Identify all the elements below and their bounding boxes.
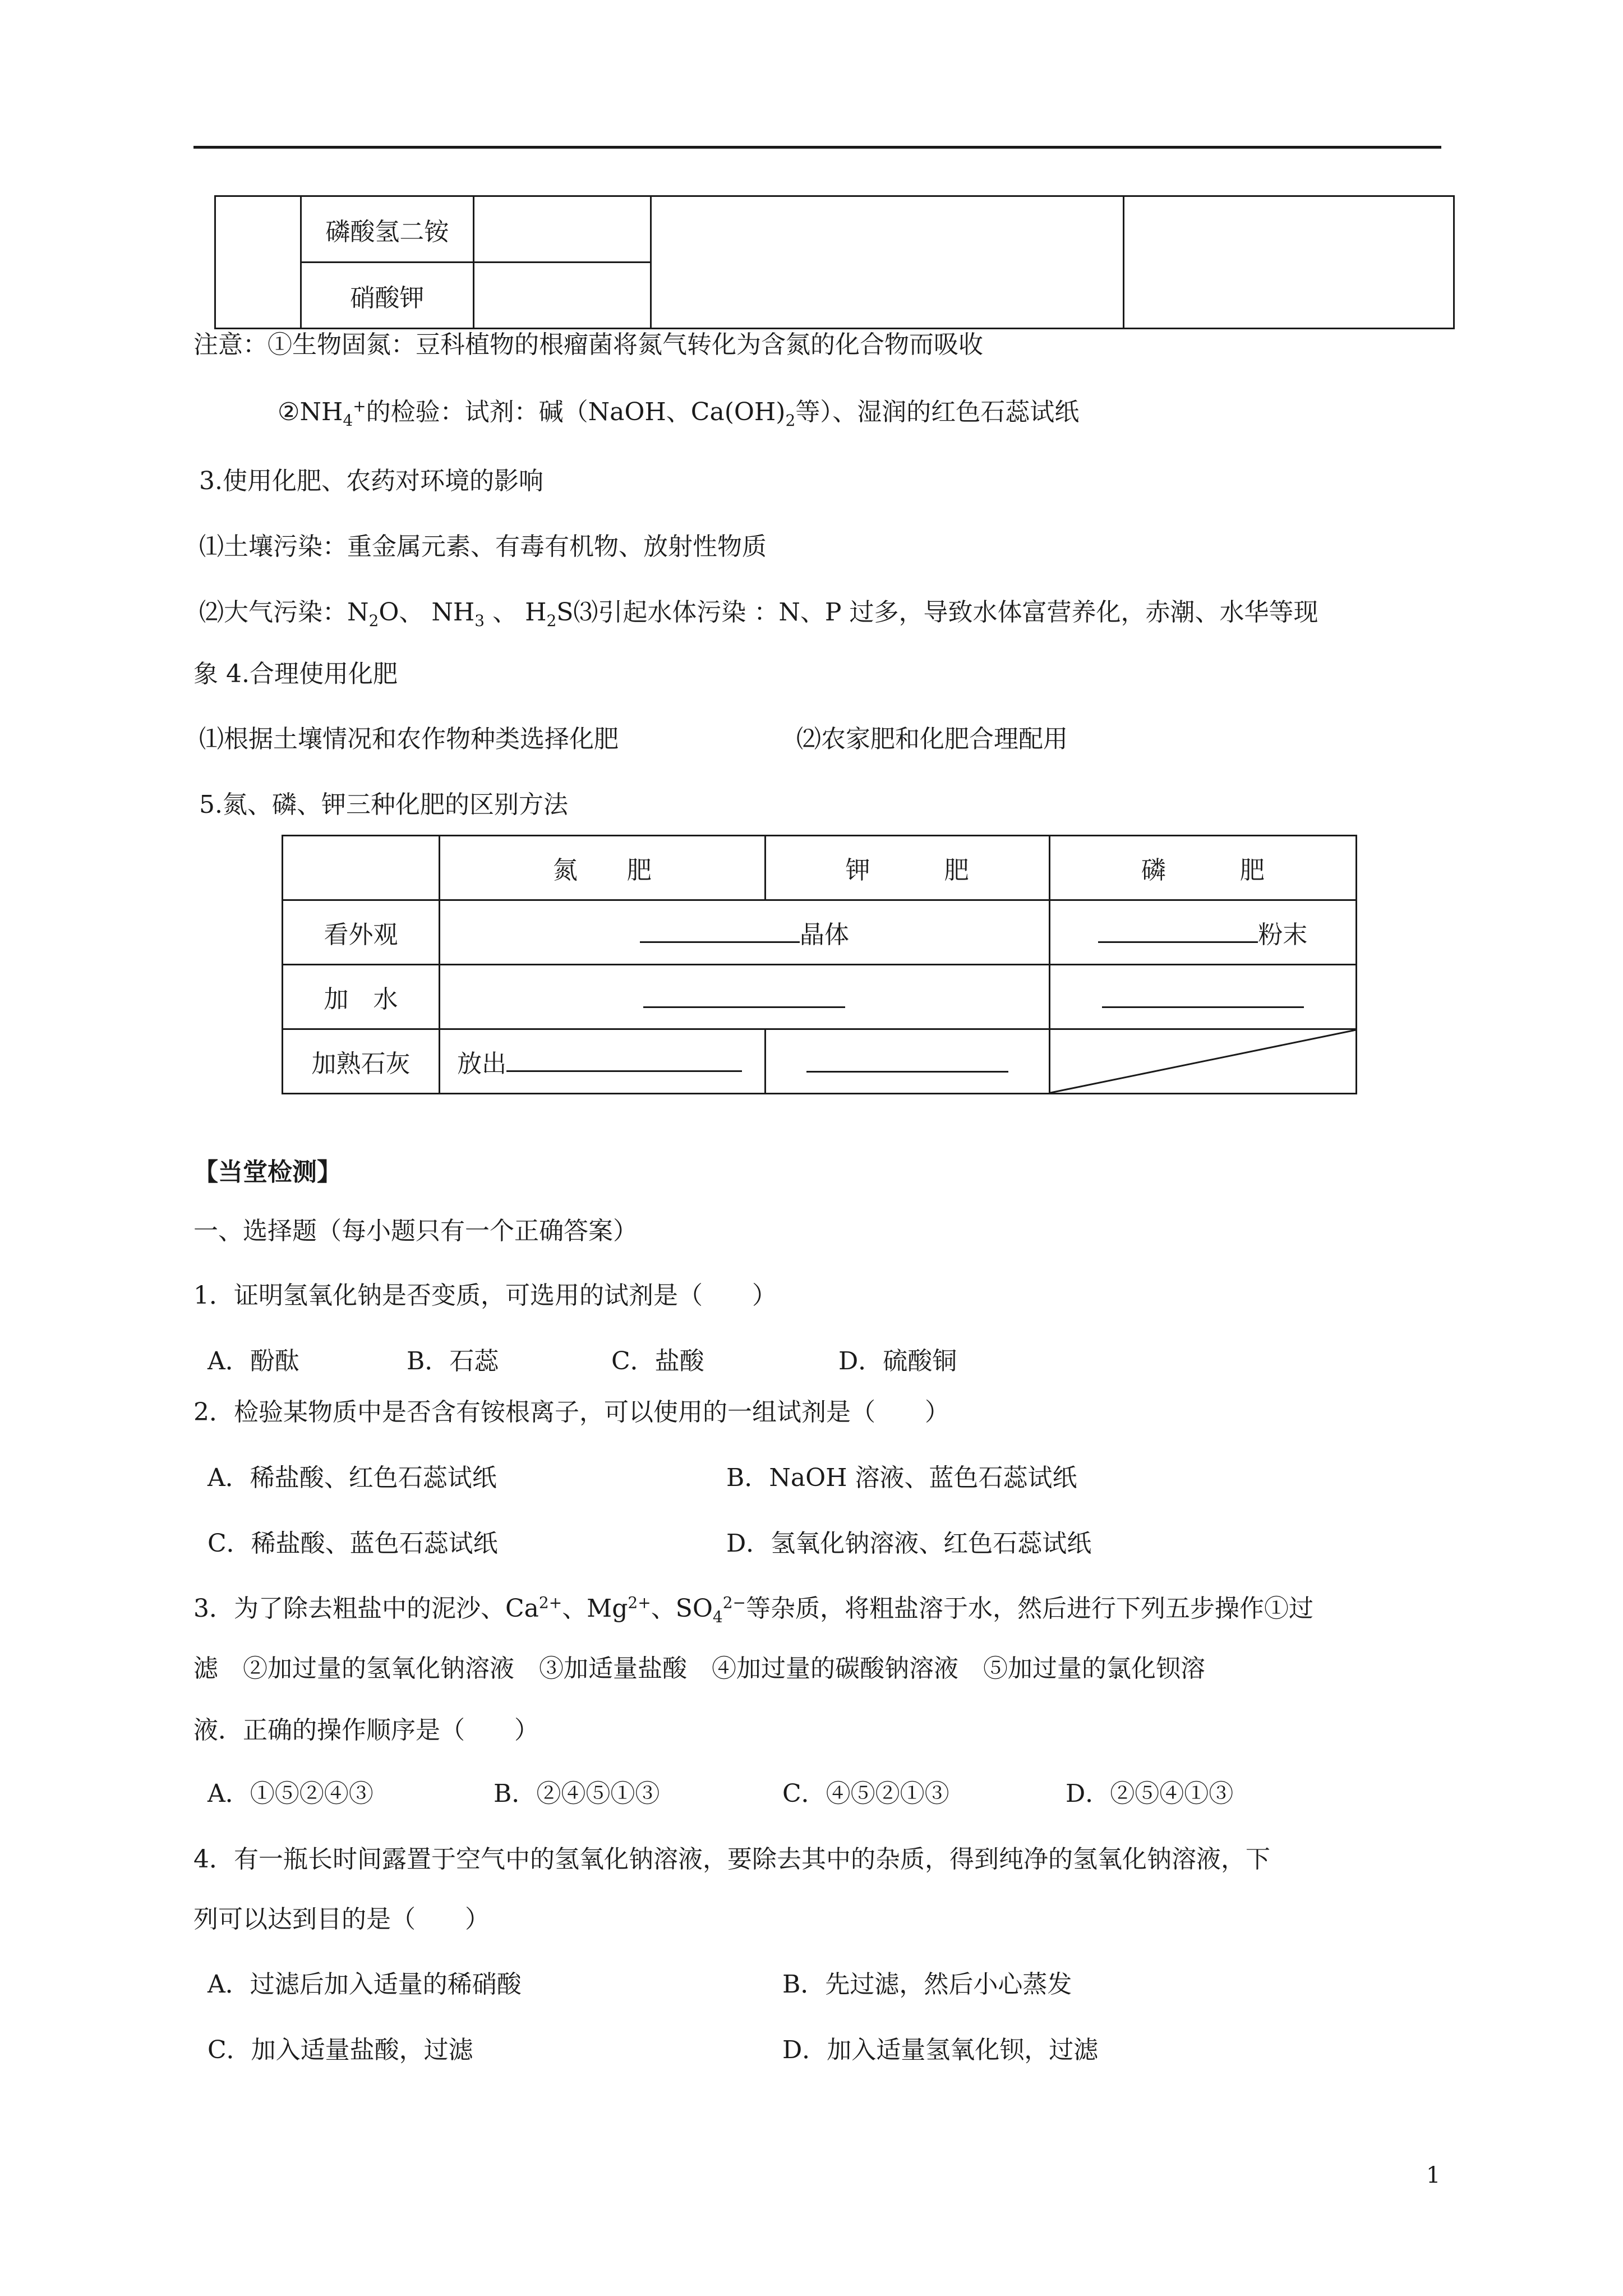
q3-option-a: A．①⑤②④③ <box>208 1779 374 1808</box>
section3-item2-continued: 象 4.合理使用化肥 <box>193 660 398 688</box>
appearance-p-cell: 粉末 <box>1049 900 1356 965</box>
table-corner-cell <box>283 836 440 900</box>
section3-item2: ⑵大气污染：$N_2O$、 $NH_3$ 、 $H_2S⑶$引起水体污染 ：N、P 过多，导致水体富营养化，赤潮、水华等现 <box>199 598 1318 630</box>
lime-n-cell: 放出 <box>440 1029 765 1094</box>
answer-blank[interactable] <box>643 979 845 1008</box>
row-label-appearance: 看外观 <box>283 900 440 965</box>
section3-title: 3.使用化肥、农药对环境的影响 <box>199 467 543 495</box>
q3-option-d: D．②⑤④①③ <box>1066 1779 1234 1808</box>
section5-title: 5.氮、磷、钾三种化肥的区别方法 <box>199 790 568 819</box>
q3-option-b: B．②④⑤①③ <box>494 1779 660 1808</box>
q1-stem: 1．证明氢氧化钠是否变质，可选用的试剂是（ ） <box>193 1281 777 1310</box>
table-cell-name: 硝酸钾 <box>301 263 473 329</box>
fertilizer-table-continued <box>214 195 1455 329</box>
q1-option-d: D．硫酸铜 <box>838 1347 957 1375</box>
answer-blank[interactable] <box>640 914 800 943</box>
q2-option-c: C．稀盐酸、蓝色石蕊试纸 <box>208 1529 498 1558</box>
diagonal-line <box>1050 1030 1356 1093</box>
table-cell-name: 磷酸氢二铵 <box>301 196 473 263</box>
section4-item1: ⑴根据土壤情况和农作物种类选择化肥 <box>199 725 619 753</box>
answer-blank[interactable] <box>1098 914 1258 943</box>
row-label-lime: 加熟石灰 <box>283 1029 440 1094</box>
q1-option-b: B．石蕊 <box>407 1347 499 1375</box>
answer-blank[interactable] <box>1102 979 1304 1008</box>
q3-line3: 液．正确的操作顺序是（ ） <box>193 1716 539 1745</box>
answer-blank[interactable] <box>506 1043 742 1072</box>
q4-option-b: B．先过滤，然后小心蒸发 <box>782 1970 1072 1999</box>
lime-p-cell-crossed <box>1049 1029 1356 1094</box>
q4-option-a: A．过滤后加入适量的稀硝酸 <box>208 1970 522 1999</box>
table-cell-empty <box>651 196 1123 329</box>
test-heading: 【当堂检测】 <box>193 1158 342 1186</box>
q2-option-d: D．氢氧化钠溶液、红色石蕊试纸 <box>726 1529 1092 1558</box>
section4-item2: ⑵农家肥和化肥合理配用 <box>796 725 1068 753</box>
note-line-2: $②NH_4^+$的检验：试剂：碱（NaOH、$Ca(OH)_2$等）、湿润的红色石蕊试纸 <box>278 397 1080 430</box>
table-cell-empty <box>474 263 651 329</box>
test-part1: 一、选择题（每小题只有一个正确答案） <box>193 1217 638 1245</box>
header-phosphorus: 磷 肥 <box>1049 836 1356 900</box>
header-nitrogen: 氮 肥 <box>440 836 765 900</box>
q2-option-a: A．稀盐酸、红色石蕊试纸 <box>208 1464 497 1492</box>
q3-option-c: C．④⑤②①③ <box>782 1779 949 1808</box>
header-rule <box>193 146 1441 149</box>
q2-stem: 2．检验某物质中是否含有铵根离子，可以使用的一组试剂是（ ） <box>193 1398 949 1427</box>
fertilizer-distinguish-table <box>282 835 1357 1094</box>
row-label-water: 加 水 <box>283 965 440 1029</box>
answer-blank[interactable] <box>806 1044 1008 1073</box>
page-number: 1 <box>1426 2162 1441 2188</box>
q1-option-c: C．盐酸 <box>611 1347 704 1375</box>
water-np-cell <box>440 965 1050 1029</box>
q4-option-c: C．加入适量盐酸，过滤 <box>208 2036 473 2064</box>
header-potassium: 钾 肥 <box>765 836 1049 900</box>
lime-k-cell <box>765 1029 1049 1094</box>
table-cell-empty <box>474 196 651 263</box>
q4-option-d: D．加入适量氢氧化钡，过滤 <box>782 2036 1099 2064</box>
table-cell-empty <box>1123 196 1454 329</box>
q1-option-a: A．酚酞 <box>208 1347 299 1375</box>
note-line-1: 注意：①生物固氮：豆科植物的根瘤菌将氮气转化为含氮的化合物而吸收 <box>193 330 983 359</box>
q3-line1: 3．为了除去粗盐中的泥沙、$Ca^{2+}$、$Mg^{2+}$、$SO_4^{2-}$等杂质，将粗盐溶于水，然后进行下列五步操作①过 <box>193 1593 1314 1626</box>
q3-line2: 滤 ②加过量的氢氧化钠溶液 ③加适量盐酸 ④加过量的碳酸钠溶液 ⑤加过量的氯化钡溶 <box>193 1654 1205 1683</box>
appearance-np-cell: 晶体 <box>440 900 1050 965</box>
q2-option-b: B．NaOH 溶液、蓝色石蕊试纸 <box>726 1464 1077 1492</box>
q4-line2: 列可以达到目的是（ ） <box>193 1905 490 1934</box>
q4-line1: 4．有一瓶长时间露置于空气中的氢氧化钠溶液，要除去其中的杂质，得到纯净的氢氧化钠溶液，下 <box>193 1845 1270 1874</box>
table-cell-empty <box>215 196 301 329</box>
water-p-cell <box>1049 965 1356 1029</box>
section3-item1: ⑴土壤污染：重金属元素、有毒有机物、放射性物质 <box>199 532 767 561</box>
